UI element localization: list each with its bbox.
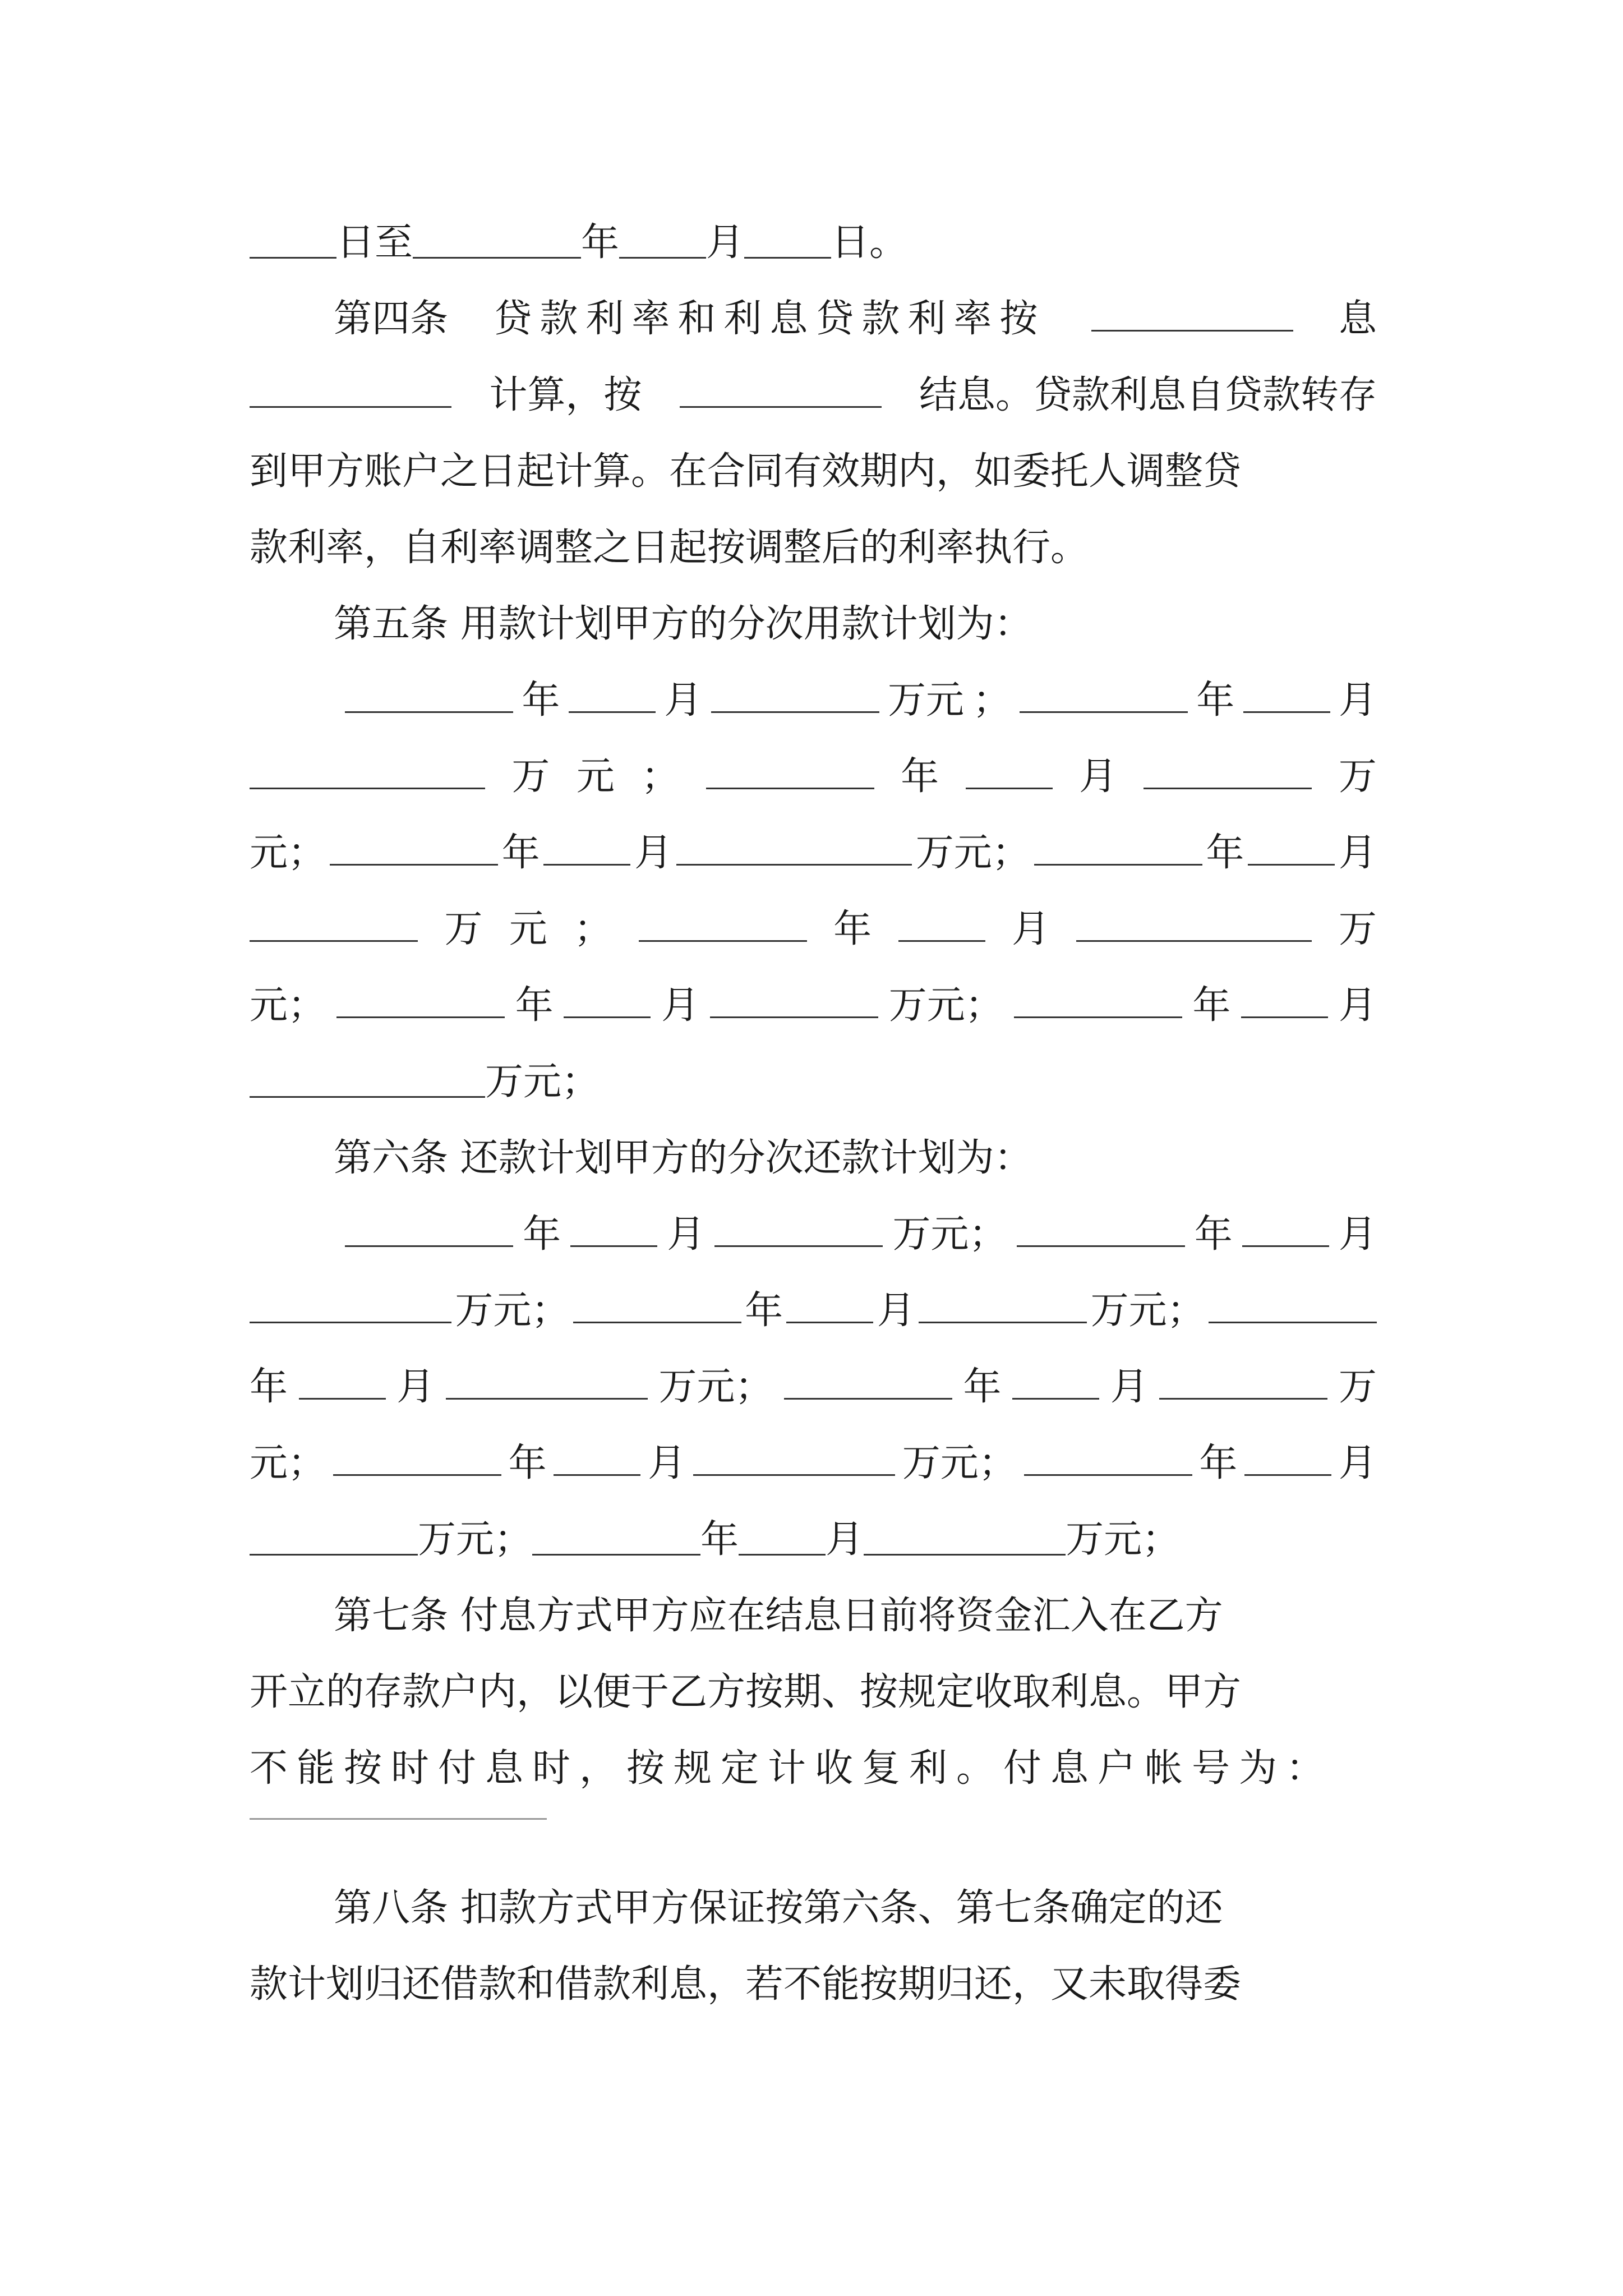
blank-field[interactable] <box>739 1516 826 1556</box>
blank-field[interactable] <box>299 1360 386 1400</box>
article-5-text: 用款计划甲方的分次用款计划为： <box>460 602 1032 646</box>
blank-field[interactable] <box>680 368 882 408</box>
text-year: 年 <box>1196 678 1235 723</box>
text-wanyuan: 万元 <box>902 1441 979 1485</box>
blank-field[interactable] <box>250 1058 485 1098</box>
text-month: 月 <box>1012 907 1050 951</box>
blank-field[interactable] <box>564 978 651 1018</box>
blank-field[interactable] <box>1017 1207 1185 1247</box>
blank-field[interactable] <box>1020 673 1188 713</box>
text-month: 月 <box>1338 678 1377 723</box>
article-6-heading <box>250 1120 1377 1197</box>
article-7-text: 开立的存款户内，以便于乙方按期、按规定收取利息。甲方 <box>250 1670 1242 1714</box>
text-wan: 万 <box>511 754 550 799</box>
separator: ； <box>574 907 612 951</box>
blank-field[interactable] <box>333 1436 501 1476</box>
article-8-line-2 <box>250 1947 1377 2023</box>
blank-field[interactable] <box>786 1283 873 1323</box>
blank-field[interactable] <box>714 1207 883 1247</box>
separator: ； <box>494 1517 533 1562</box>
text-year: 年 <box>1206 831 1244 875</box>
text-yuan: 元 <box>250 1441 288 1485</box>
blank-field[interactable] <box>250 1283 451 1323</box>
text-yuan: 元 <box>509 907 547 951</box>
blank-field[interactable] <box>676 826 912 866</box>
schedule-line <box>250 968 1377 1044</box>
text-wanyuan: 万元 <box>1066 1517 1142 1562</box>
article-4-text: 计算，按 <box>489 373 642 417</box>
article-7-line-2 <box>250 1654 1377 1731</box>
blank-field[interactable] <box>1014 978 1182 1018</box>
text-year: 年 <box>250 1365 288 1409</box>
blank-field[interactable] <box>250 1516 418 1556</box>
schedule-line <box>250 1349 1377 1425</box>
separator: ； <box>972 678 1011 723</box>
article-8-title: 第八条 <box>334 1886 449 1930</box>
text-month: 月 <box>826 1517 864 1562</box>
blank-field[interactable] <box>898 902 985 942</box>
separator: ； <box>531 1289 570 1333</box>
schedule-line <box>250 815 1377 891</box>
text-year: 年 <box>581 220 620 265</box>
text-month: 月 <box>664 678 703 723</box>
separator: ； <box>978 1441 1017 1485</box>
blank-field[interactable] <box>1243 673 1330 713</box>
text-year: 年 <box>700 1517 739 1562</box>
schedule-line <box>250 739 1377 815</box>
text-month: 月 <box>1338 1441 1377 1485</box>
text-day: 日。 <box>831 220 908 265</box>
text-month: 月 <box>1338 1212 1377 1257</box>
text-month: 月 <box>634 831 673 875</box>
schedule-line <box>250 1273 1377 1349</box>
separator: ； <box>965 983 1003 1028</box>
blank-field[interactable] <box>532 1516 700 1556</box>
article-4-text: 到甲方账户之日起计算。在合同有效期内，如委托人调整贷 <box>250 449 1242 494</box>
text-wan: 万 <box>1338 907 1377 951</box>
document-page <box>250 205 1377 2023</box>
blank-field[interactable] <box>345 1207 513 1247</box>
article-4-line-2 <box>250 357 1377 434</box>
text-wan: 万 <box>444 907 483 951</box>
text-year: 年 <box>1192 983 1231 1028</box>
separator: ； <box>1166 1289 1205 1333</box>
text-year: 年 <box>901 754 939 799</box>
blank-field[interactable] <box>1076 902 1312 942</box>
text-month: 月 <box>877 1289 915 1333</box>
blank-field[interactable] <box>711 673 879 713</box>
text-wan: 万 <box>1338 754 1377 799</box>
account-number-blank[interactable] <box>250 1818 547 1820</box>
text-wanyuan: 万元 <box>658 1365 735 1409</box>
separator: ； <box>1142 1517 1181 1562</box>
blank-field[interactable] <box>919 1283 1087 1323</box>
text-year: 年 <box>1199 1441 1238 1485</box>
blank-field[interactable] <box>1209 1283 1377 1323</box>
text-year: 年 <box>523 1212 561 1257</box>
schedule-line <box>250 662 1377 739</box>
blank-field[interactable] <box>446 1360 648 1400</box>
article-5-heading <box>250 586 1377 662</box>
text-ri-zhi: 日至 <box>336 220 413 265</box>
text-wanyuan: 万元 <box>892 1212 969 1257</box>
schedule-line <box>250 1197 1377 1273</box>
text-year: 年 <box>1194 1212 1233 1257</box>
blank-field[interactable] <box>570 1207 657 1247</box>
text-month: 月 <box>1338 983 1377 1028</box>
blank-field[interactable] <box>744 219 831 259</box>
article-7-title: 第七条 <box>334 1594 449 1638</box>
article-6-title: 第六条 <box>334 1136 449 1180</box>
text-wanyuan: 万元 <box>915 831 992 875</box>
text-wanyuan: 万元 <box>455 1289 532 1333</box>
article-7-text: 付息方式甲方应在结息日前将资金汇入在乙方 <box>460 1594 1223 1638</box>
text-year: 年 <box>501 831 540 875</box>
blank-field[interactable] <box>784 1360 952 1400</box>
article-7-text: 不能按时付息时，按规定计收复利。付息户帐号为： <box>250 1746 1334 1791</box>
blank-field[interactable] <box>250 902 418 942</box>
blank-field[interactable] <box>345 673 513 713</box>
article-5-title: 第五条 <box>334 602 449 646</box>
blank-field[interactable] <box>1159 1360 1327 1400</box>
article-8-text: 款计划归还借款和借款利息，若不能按期归还，又未取得委 <box>250 1962 1242 2007</box>
text-yuan: 元 <box>576 754 615 799</box>
text-year: 年 <box>522 678 560 723</box>
separator: ； <box>969 1212 1007 1257</box>
separator: ； <box>288 831 326 875</box>
text-month: 月 <box>661 983 700 1028</box>
text-year: 年 <box>515 983 554 1028</box>
text-month: 月 <box>648 1441 686 1485</box>
blank-field[interactable] <box>413 219 581 259</box>
blank-field[interactable] <box>706 749 874 789</box>
text-year: 年 <box>508 1441 547 1485</box>
text-year: 年 <box>745 1289 783 1333</box>
blank-field[interactable] <box>1091 292 1293 332</box>
blank-field[interactable] <box>864 1516 1066 1556</box>
article-4-text: 款利率，自利率调整之日起按调整后的利率执行。 <box>250 526 1089 570</box>
article-8-line-1 <box>250 1870 1377 1947</box>
separator: ； <box>641 754 680 799</box>
blank-field[interactable] <box>336 978 505 1018</box>
text-wan: 万 <box>1338 1365 1377 1409</box>
blank-field[interactable] <box>1034 826 1202 866</box>
blank-field[interactable] <box>966 749 1053 789</box>
blank-field[interactable] <box>543 826 630 866</box>
separator: ； <box>992 831 1030 875</box>
text-month: 月 <box>1079 754 1118 799</box>
article-6-text: 还款计划甲方的分次还款计划为： <box>460 1136 1032 1180</box>
blank-field[interactable] <box>250 749 485 789</box>
blank-field[interactable] <box>639 902 807 942</box>
article-4-text: 结息。贷款利息自贷款转存 <box>919 373 1377 417</box>
separator: ； <box>735 1365 773 1409</box>
blank-field[interactable] <box>1241 978 1328 1018</box>
article-7-line-1 <box>250 1578 1377 1654</box>
text-wanyuan: 万元 <box>888 983 965 1028</box>
article-4-line-3 <box>250 434 1377 510</box>
text-month: 月 <box>396 1365 435 1409</box>
text-month: 月 <box>706 220 745 265</box>
blank-field[interactable] <box>1242 1207 1329 1247</box>
blank-field[interactable] <box>250 219 336 259</box>
article-4-title: 第四条 <box>334 297 449 341</box>
article-8-text: 扣款方式甲方保证按第六条、第七条确定的还 <box>460 1886 1223 1930</box>
text-wanyuan: 万元 <box>1090 1289 1167 1333</box>
blank-field[interactable] <box>693 1436 895 1476</box>
text-month: 月 <box>1338 831 1377 875</box>
text-year: 年 <box>963 1365 1002 1409</box>
blank-field[interactable] <box>554 1436 640 1476</box>
article-4-line-4 <box>250 510 1377 586</box>
blank-field[interactable] <box>1248 826 1335 866</box>
text-wanyuan: 万元 <box>485 1060 562 1104</box>
text-wanyuan: 万元 <box>887 678 964 723</box>
blank-field[interactable] <box>569 673 656 713</box>
blank-field[interactable] <box>1144 749 1312 789</box>
date-range-line <box>250 205 1377 281</box>
blank-field[interactable] <box>1024 1436 1192 1476</box>
blank-field[interactable] <box>330 826 498 866</box>
article-4-text-end: 息 <box>1338 297 1377 341</box>
blank-field[interactable] <box>250 368 451 408</box>
schedule-line <box>250 1044 1377 1120</box>
article-4-line-1 <box>250 281 1377 357</box>
blank-field[interactable] <box>710 978 878 1018</box>
article-7-line-3 <box>250 1731 1377 1807</box>
schedule-line <box>250 1502 1377 1578</box>
separator: ； <box>288 983 326 1028</box>
text-month: 月 <box>1110 1365 1149 1409</box>
text-year: 年 <box>833 907 872 951</box>
text-yuan: 元 <box>250 983 288 1028</box>
blank-field[interactable] <box>1012 1360 1099 1400</box>
blank-field[interactable] <box>573 1283 741 1323</box>
separator: ； <box>561 1060 600 1104</box>
blank-field[interactable] <box>1244 1436 1331 1476</box>
text-month: 月 <box>667 1212 706 1257</box>
schedule-line <box>250 1425 1377 1502</box>
schedule-line <box>250 891 1377 968</box>
text-wanyuan: 万元 <box>418 1517 495 1562</box>
article-4-text: 贷款利率和利息贷款利率按 <box>494 297 1046 341</box>
separator: ； <box>288 1441 326 1485</box>
text-yuan: 元 <box>250 831 288 875</box>
blank-field[interactable] <box>619 219 706 259</box>
